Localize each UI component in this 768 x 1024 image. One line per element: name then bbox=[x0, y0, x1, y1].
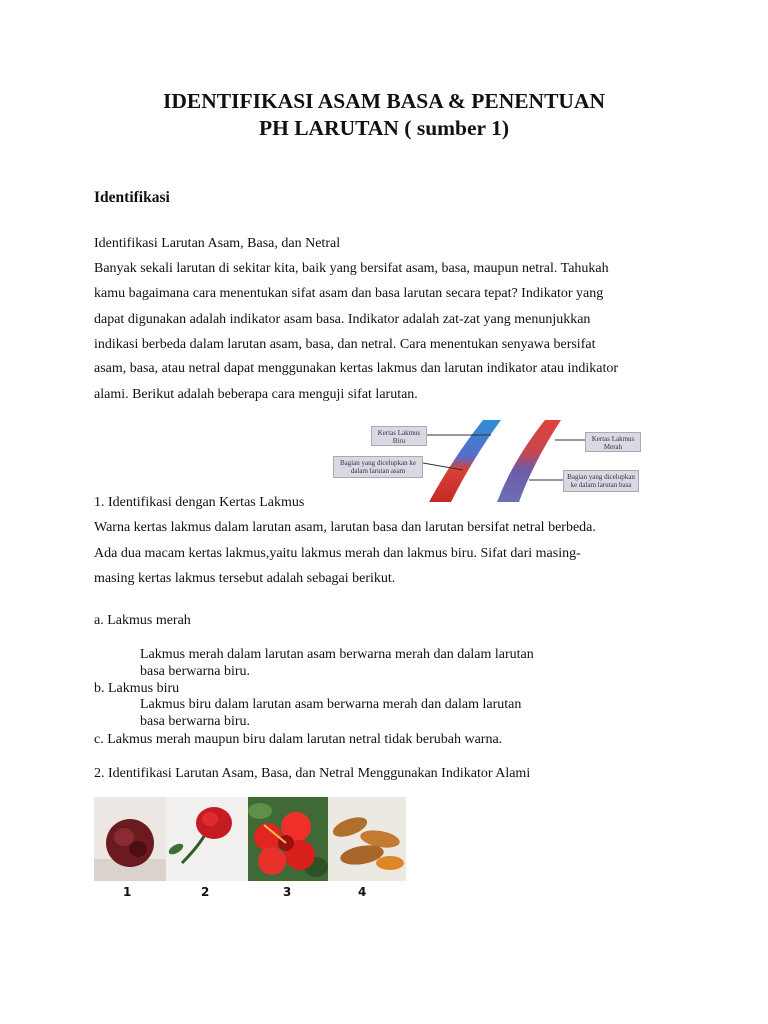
list-a-text: Lakmus merah dalam larutan asam berwarna merah dan dalam larutan bbox=[140, 647, 534, 662]
section1-line: Warna kertas lakmus dalam larutan asam, larutan basa dan larutan bersifat netral berbeda. bbox=[94, 520, 596, 535]
section-heading: Identifikasi bbox=[94, 189, 170, 206]
intro-line: Banyak sekali larutan di sekitar kita, baik yang bersifat asam, basa, maupun netral. Tahukah bbox=[94, 261, 609, 276]
intro-line: asam, basa, atau netral dapat menggunakan kertas lakmus dan larutan indikator atau indikator bbox=[94, 361, 619, 376]
label-dipped-acid: Bagian yang dicelupkan ke dalam larutan asam bbox=[333, 456, 423, 478]
section1-line: masing kertas lakmus tersebut adalah sebagai berikut. bbox=[94, 571, 396, 586]
litmus-paper-figure bbox=[333, 418, 643, 502]
section2-heading: 2. Identifikasi Larutan Asam, Basa, dan Netral Menggunakan Indikator Alami bbox=[94, 766, 531, 781]
list-b-label: b. Lakmus biru bbox=[94, 681, 180, 696]
list-a-label: a. Lakmus merah bbox=[94, 613, 191, 628]
list-b-text: Lakmus biru dalam larutan asam berwarna merah dan dalam larutan bbox=[140, 697, 522, 712]
photo-number: 2 bbox=[201, 885, 210, 899]
natural-indicator-illustration bbox=[94, 797, 406, 881]
intro-line: alami. Berikut adalah beberapa cara menguji sifat larutan. bbox=[94, 387, 418, 402]
section1-line: Ada dua macam kertas lakmus,yaitu lakmus merah dan lakmus biru. Sifat dari masing- bbox=[94, 546, 581, 561]
label-blue-litmus: Kertas Lakmus Biru bbox=[371, 426, 427, 446]
photo-number: 1 bbox=[123, 885, 132, 899]
list-b-text: basa berwarna biru. bbox=[140, 714, 251, 729]
list-c-text: c. Lakmus merah maupun biru dalam larutan netral tidak berubah warna. bbox=[94, 732, 503, 747]
intro-line: dapat digunakan adalah indikator asam basa. Indikator adalah zat-zat yang menunjukkan bbox=[94, 312, 591, 327]
list-a-text: basa berwarna biru. bbox=[140, 664, 251, 679]
section1-heading: 1. Identifikasi dengan Kertas Lakmus bbox=[94, 495, 305, 510]
document-title bbox=[0, 88, 768, 142]
title-line-1: IDENTIFIKASI ASAM BASA & PENENTUAN bbox=[162, 89, 606, 113]
photo-number: 3 bbox=[283, 885, 292, 899]
photo-number: 4 bbox=[358, 885, 367, 899]
intro-line: kamu bagaimana cara menentukan sifat asam dan basa larutan secara tepat? Indikator yang bbox=[94, 286, 604, 301]
natural-indicator-photos bbox=[94, 797, 406, 881]
label-red-litmus: Kertas Lakmus Merah bbox=[585, 432, 641, 452]
intro-line: indikasi berbeda dalam larutan asam, basa, dan netral. Cara menentukan senyawa bersifat bbox=[94, 337, 596, 352]
subheading: Identifikasi Larutan Asam, Basa, dan Netral bbox=[94, 236, 341, 251]
label-dipped-base: Bagian yang dicelupkan ke dalam larutan basa bbox=[563, 470, 639, 492]
title-line-2: PH LARUTAN ( sumber 1) bbox=[258, 116, 510, 140]
